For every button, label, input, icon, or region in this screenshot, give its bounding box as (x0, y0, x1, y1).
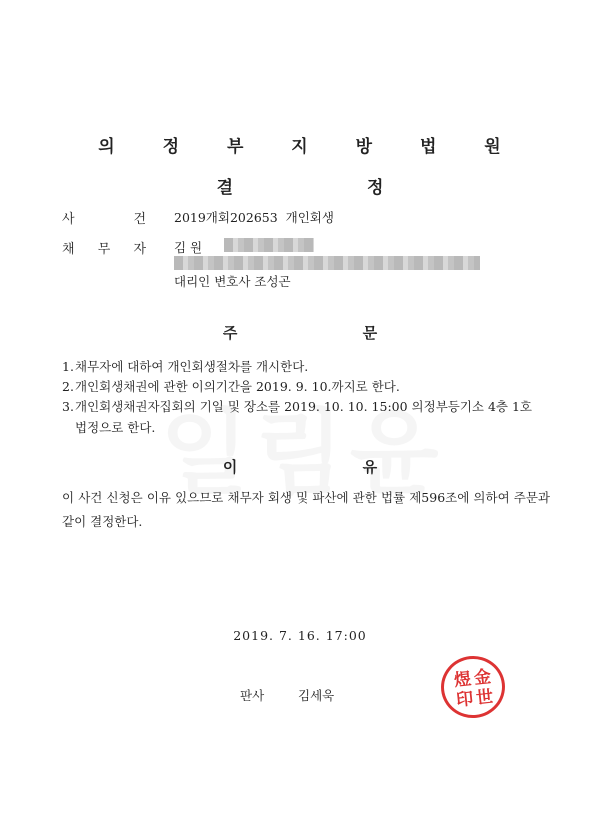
ruling-item-number: 1. (62, 359, 74, 374)
ruling-item (62, 396, 542, 438)
reasons-title: 이 유 (222, 458, 438, 476)
case-type: 개인회생 (285, 210, 334, 225)
debtor-agent: 대리인 변호사 조성곤 (174, 274, 291, 289)
redacted-address (174, 256, 480, 270)
ruling-item-number: 2. (62, 379, 74, 394)
case-number: 2019개회202653 (174, 210, 278, 225)
svg-text:印: 印 (455, 689, 475, 711)
redacted-name (224, 238, 314, 252)
ruling-item (62, 356, 542, 377)
svg-text:金: 金 (473, 667, 493, 689)
debtor-label: 채 무 자 (62, 242, 146, 257)
judge-label: 판사 (240, 688, 265, 703)
debtor-name (174, 238, 374, 254)
ruling-item-number: 3. (62, 399, 74, 414)
ruling-item-text: 개인회생채권자집회의 기일 및 장소를 2019. 10. 10. 15:00 의정부등기소 4층 1호 법정으로 한다. (75, 399, 533, 435)
judge-seal (438, 653, 508, 721)
court-name: 의 정 부 지 방 법 원 (98, 137, 522, 157)
reasons-text: 이 사건 신청은 이유 있으므로 채무자 회생 및 파산에 관한 법률 제596조에 의하여 주문과 같이 결정한다. (62, 490, 550, 529)
document-type: 결 정 (216, 178, 448, 198)
decision-date: 2019. 7. 16. 17:00 (233, 628, 367, 643)
case-value (174, 208, 334, 226)
ruling-item-text: 채무자에 대하여 개인회생절차를 개시한다. (75, 359, 309, 374)
svg-text:煜: 煜 (453, 669, 473, 691)
debtor-address-redacted (174, 256, 484, 272)
ruling-title: 주 문 (222, 324, 438, 342)
judge-name: 김세욱 (298, 688, 335, 703)
case-label: 사 건 (62, 212, 146, 227)
svg-text:世: 世 (475, 687, 495, 709)
ruling-item (62, 376, 542, 397)
debtor-name-prefix: 김 원 (174, 240, 203, 255)
seal-icon (445, 659, 502, 714)
ruling-item-text: 개인회생채권에 관한 이의기간을 2019. 9. 10.까지로 한다. (75, 379, 400, 394)
